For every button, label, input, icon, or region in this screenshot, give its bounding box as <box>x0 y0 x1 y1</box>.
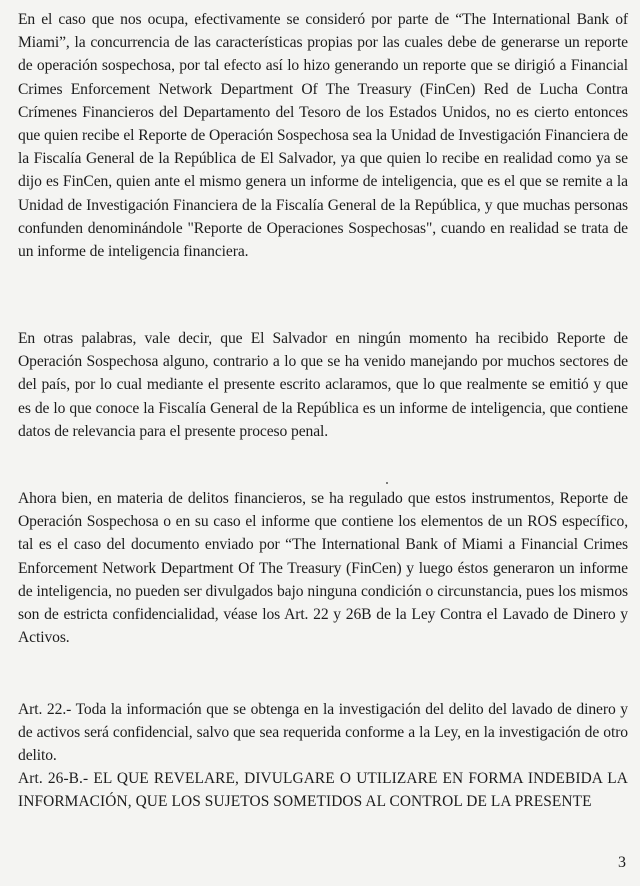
scan-speck <box>386 482 388 484</box>
paragraph-confidentiality: Ahora bien, en materia de delitos financieros, se ha regulado que estos instrumentos, Reporte de Operación Sospechosa o en su caso el informe que contiene los elementos de un ROS específico, tal es el caso del documento enviado por “The International Bank of Miami a Financial Crimes Enforcement Network Department Of The Treasury (FinCen) y luego éstos generaron un informe de inteligencia, no pueden ser divulgados bajo ninguna condición o circunstancia, pues los mismos son de estricta confidencialidad, véase los Art. 22 y 26B de la Ley Contra el Lavado de Dinero y Activos. <box>18 490 628 647</box>
article-22: Art. 22.- Toda la información que se obtenga en la investigación del delito del lavado de dinero y de activos será confidencial, salvo que sea requerida conforme a la Ley, en la investigación de otro delito. <box>18 701 628 765</box>
paragraph-intelligence-report: En otras palabras, vale decir, que El Salvador en ningún momento ha recibido Reporte de Operación Sospechosa alguno, contrario a lo que se ha venido manejando por muchos sectores de del país, por lo cual mediante el presente escrito aclaramos, que lo que realmente se emitió y que es de lo que conoce la Fiscalía General de la República es un informe de inteligencia, que contiene datos de relevancia para el presente proceso penal. <box>18 330 628 440</box>
paragraph-bank-report: En el caso que nos ocupa, efectivamente se consideró por parte de “The International Bank of Miami”, la concurrencia de las características propias por las cuales debe de generarse un reporte de operación sospechosa, por tal efecto así lo hizo generando un reporte que se dirigió a Financial Crimes Enforcement Network Department Of The Treasury (FinCen) Red de Lucha Contra Crímenes Financieros del Departamento del Tesoro de los Estados Unidos, no es cierto entonces que quien recibe el Reporte de Operación Sospechosa sea la Unidad de Investigación Financiera de la Fiscalía General de la República de El Salvador, ya que quien lo recibe en realidad como ya se dijo es FinCen, quien ante el mismo genera un informe de inteligencia, que es el que se remite a la Unidad de Investigación Financiera de la Fiscalía General de la República, y que muchas personas confunden denominándole "Reporte de Operaciones Sospechosas", cuando en realidad se trata de un informe de inteligencia financiera. <box>18 11 628 261</box>
page-number: 3 <box>618 854 626 871</box>
article-26b: Art. 26-B.- EL QUE REVELARE, DIVULGARE O UTILIZARE EN FORMA INDEBIDA LA INFORMACIÓN, QUE LOS SUJETOS SOMETIDOS AL CONTROL DE LA PRESENTE <box>18 770 628 811</box>
